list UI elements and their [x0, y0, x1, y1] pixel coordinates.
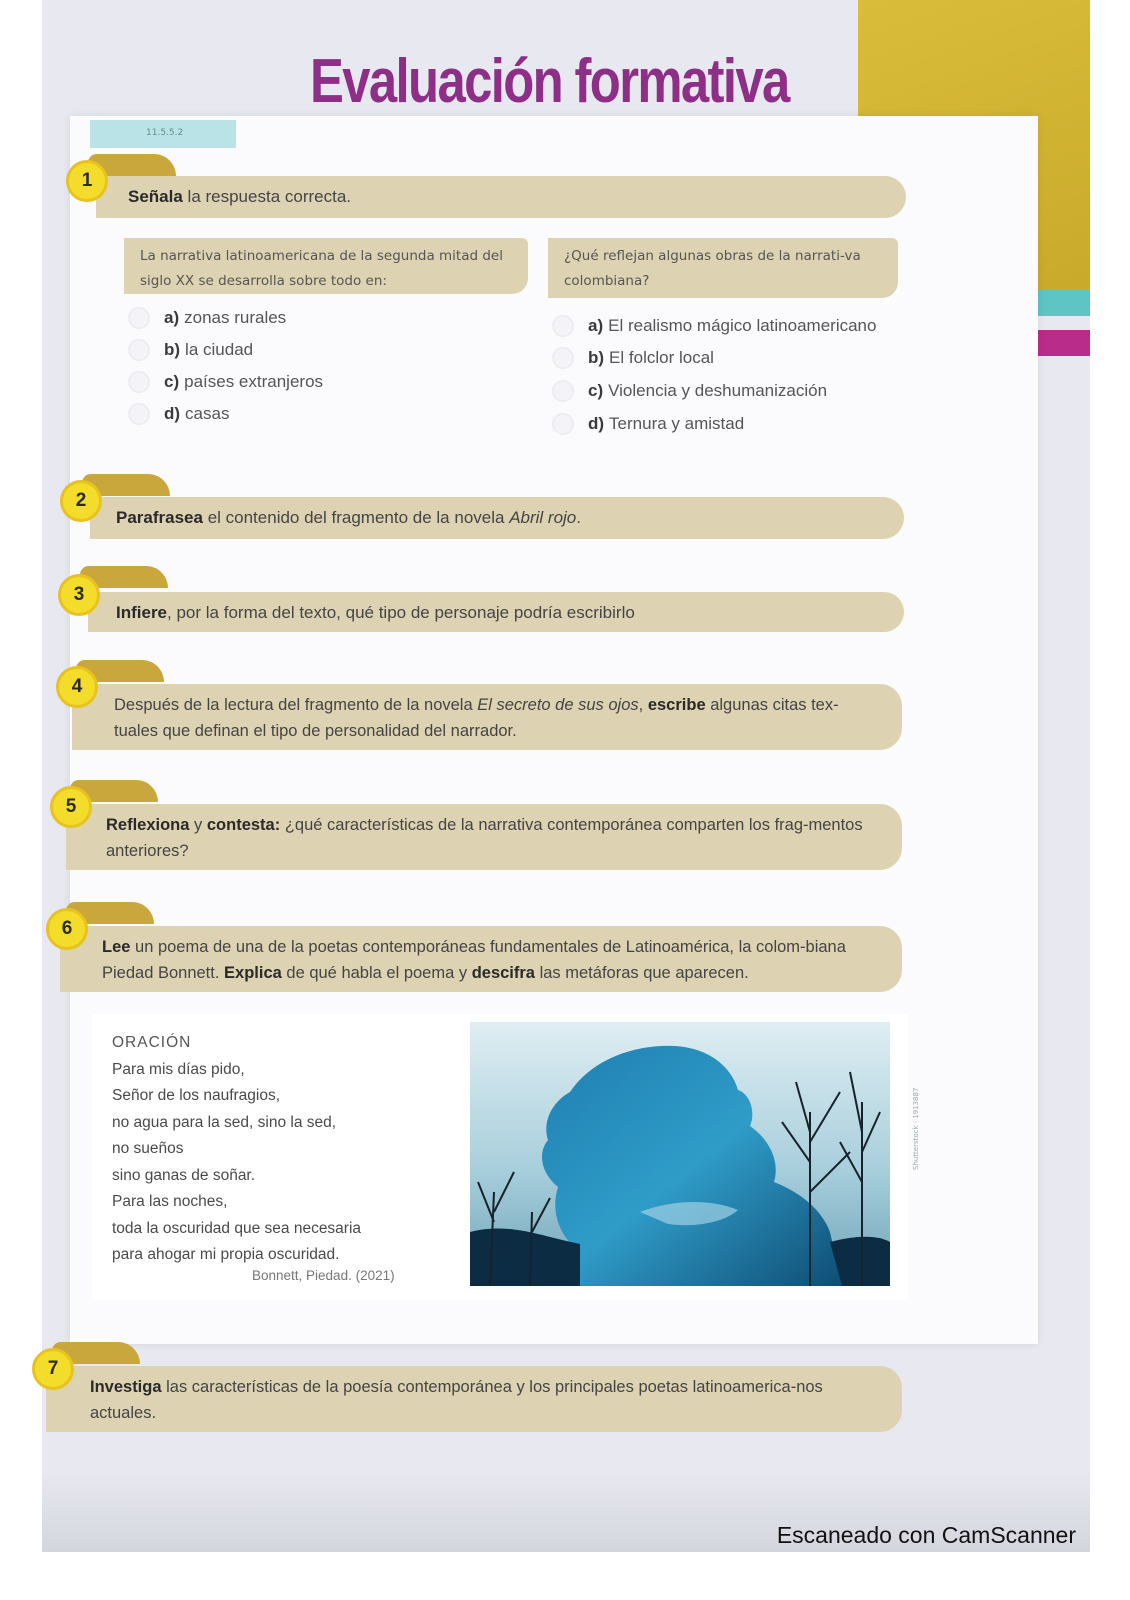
- camscanner-watermark: Escaneado con CamScanner: [776, 1522, 1076, 1548]
- radio-button[interactable]: [128, 403, 150, 425]
- question-3-number-badge: 3: [58, 574, 100, 616]
- photo-credit: Shutterstock · 1913887: [912, 1087, 920, 1170]
- radio-button[interactable]: [552, 347, 574, 369]
- poem-line: no agua para la sed, sino la sed,: [112, 1113, 337, 1131]
- question-3-instruction: Infiere, por la forma del texto, qué tipo de personaje podría escribirlo: [88, 592, 904, 632]
- question-1b-prompt: ¿Qué reflejan algunas obras de la narrati-va colombiana?: [548, 238, 898, 298]
- poem-title: ORACIÓN: [112, 1034, 192, 1051]
- question-1b-option-b[interactable]: b) El folclor local: [552, 347, 714, 369]
- question-5-number-badge: 5: [50, 786, 92, 828]
- question-1a-prompt: La narrativa latinoamericana de la segunda mitad del siglo XX se desarrolla sobre todo en:: [124, 238, 528, 294]
- question-7-instruction: Investiga las características de la poesía contemporánea y los principales poetas latinoamerica-nos actuales.: [46, 1366, 902, 1432]
- question-2-number-badge: 2: [60, 480, 102, 522]
- poem-illustration: [470, 1022, 890, 1286]
- scanned-page: [42, 0, 1090, 1552]
- question-1b-option-a[interactable]: a) El realismo mágico latinoamericano: [552, 315, 876, 337]
- curriculum-code-tag: 11.5.5.2: [90, 120, 236, 148]
- poem-line: Para las noches,: [112, 1193, 228, 1210]
- poem-line: no sueños: [112, 1140, 184, 1157]
- question-2-instruction: Parafrasea el contenido del fragmento de la novela Abril rojo.: [90, 497, 904, 539]
- question-7-number-badge: 7: [32, 1348, 74, 1390]
- question-1a-option-c[interactable]: c) países extranjeros: [128, 371, 323, 393]
- radio-button[interactable]: [128, 307, 150, 329]
- poem-line: toda la oscuridad que sea necesaria: [112, 1219, 362, 1237]
- poem-line: para ahogar mi propia oscuridad.: [112, 1246, 340, 1263]
- question-5-instruction: Reflexiona y contesta: ¿qué características de la narrativa contemporánea comparten los frag-mentos anteriores?: [66, 804, 902, 870]
- radio-button[interactable]: [128, 339, 150, 361]
- question-4-instruction: Después de la lectura del fragmento de la novela El secreto de sus ojos, escribe algunas citas tex-tuales que definan el tipo de personalidad del narrador.: [72, 684, 902, 750]
- question-1a-option-b[interactable]: b) la ciudad: [128, 339, 253, 361]
- question-1b-option-d[interactable]: d) Ternura y amistad: [552, 413, 744, 435]
- question-6-instruction: Lee un poema de una de la poetas contemporáneas fundamentales de Latinoamérica, la colom-biana Piedad Bonnett. Explica de qué habla el poema y descifra las metáforas que aparecen.: [60, 926, 902, 992]
- radio-button[interactable]: [128, 371, 150, 393]
- radio-button[interactable]: [552, 315, 574, 337]
- poem-line: Señor de los naufragios,: [112, 1087, 281, 1104]
- question-1b-option-c[interactable]: c) Violencia y deshumanización: [552, 380, 827, 402]
- radio-button[interactable]: [552, 380, 574, 402]
- question-1-number-badge: 1: [66, 160, 108, 202]
- silhouette-forest-illustration: [470, 1022, 890, 1286]
- poem-line: Para mis días pido,: [112, 1060, 245, 1078]
- question-1a-option-d[interactable]: d) casas: [128, 403, 229, 425]
- question-4-number-badge: 4: [56, 666, 98, 708]
- question-1-instruction: Señala la respuesta correcta.: [96, 176, 906, 218]
- question-1a-option-a[interactable]: a) zonas rurales: [128, 307, 286, 329]
- poem-text: [112, 1030, 361, 1269]
- question-6-number-badge: 6: [46, 908, 88, 950]
- poem-author-citation: Bonnett, Piedad. (2021): [252, 1268, 395, 1283]
- poem-line: sino ganas de soñar.: [112, 1166, 256, 1184]
- page-title: Evaluación formativa: [310, 47, 789, 116]
- radio-button[interactable]: [552, 413, 574, 435]
